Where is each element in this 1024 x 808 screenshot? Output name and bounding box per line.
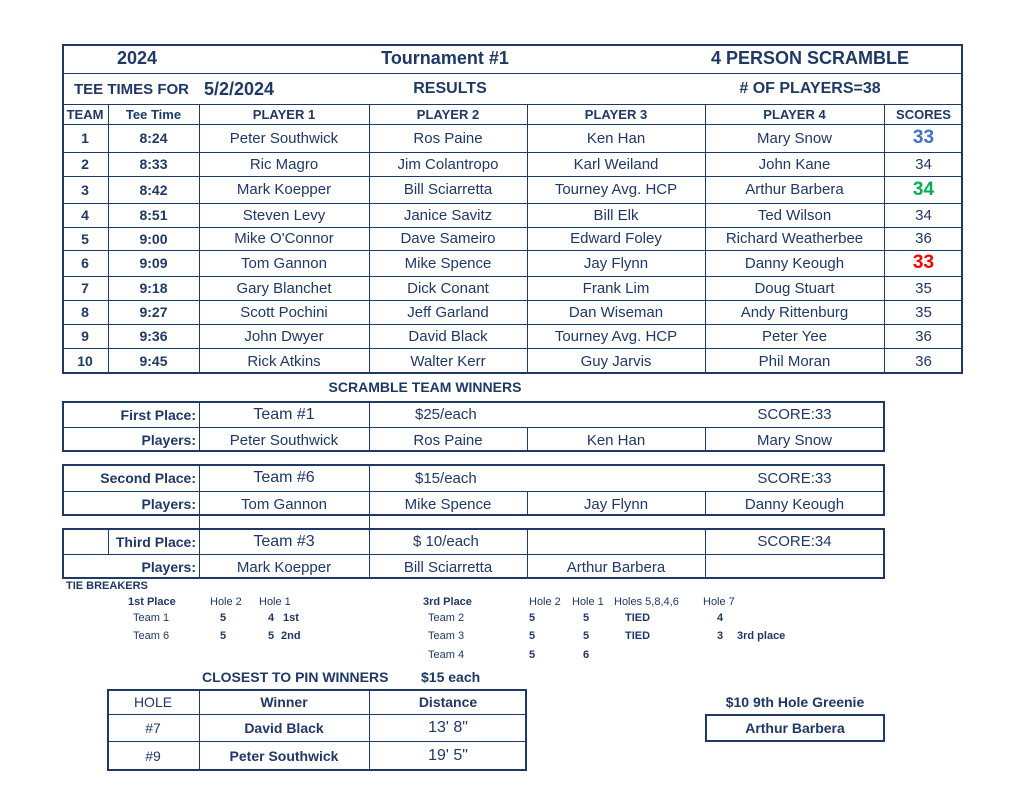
player-4-cell: Danny Keough (744, 254, 845, 272)
second-place-score: SCORE:33 (757, 469, 832, 487)
format-title: 4 PERSON SCRAMBLE (710, 48, 910, 68)
score-cell: 34 (912, 178, 935, 200)
tie-first-team-2: Team 6 (133, 630, 170, 642)
greenie-winner: Arthur Barbera (745, 720, 845, 736)
col-header-player-2: PLAYER 2 (416, 106, 480, 122)
second-place-prize: $15/each (415, 469, 477, 487)
closest-pin-prize: $15 each (421, 669, 481, 685)
score-cell: 34 (915, 155, 932, 173)
tie-third-team-4: Team 4 (428, 649, 465, 661)
tee-time-cell: 9:45 (139, 353, 168, 369)
tie-third-team-2-v1: 5 (529, 612, 536, 624)
team-number-cell: 2 (81, 156, 89, 172)
tie-first-header-1: Hole 2 (210, 596, 242, 608)
col-header-player-1: PLAYER 1 (252, 106, 316, 122)
player-2-cell: David Black (408, 327, 488, 345)
pin-header-hole: HOLE (133, 694, 173, 710)
tie-third-team-3: Team 3 (428, 630, 465, 642)
tie-first-label: 1st Place (128, 596, 176, 608)
first-place-label: First Place: (120, 406, 196, 423)
tie-third-label: 3rd Place (423, 596, 472, 608)
player-1-cell: Rick Atkins (247, 352, 321, 370)
player-1-cell: John Dwyer (244, 327, 324, 345)
player-1-cell: Tom Gannon (241, 254, 327, 272)
team-number-cell: 6 (81, 255, 89, 271)
col-header-tee-time: Tee Time (125, 106, 182, 122)
tee-time-cell: 9:27 (139, 304, 168, 320)
second-place-team: Team #6 (253, 469, 315, 486)
tie-first-team-2-note: 2nd (281, 630, 301, 642)
tie-third-team-2-v3: TIED (625, 612, 651, 624)
tie-third-team-2: Team 2 (428, 612, 465, 624)
tee-time-cell: 8:42 (139, 181, 168, 198)
col-header-team: TEAM (66, 106, 104, 122)
year-title: 2024 (116, 48, 158, 68)
tee-time-cell: 8:33 (139, 156, 168, 172)
date-value: 5/2/2024 (204, 78, 275, 99)
pin-distance-7: 13' 8" (428, 719, 468, 736)
col-header-player-4: PLAYER 4 (763, 106, 826, 122)
score-cell: 36 (915, 352, 932, 370)
tie-third-team-2-v2: 5 (583, 612, 590, 624)
pin-header-winner: Winner (260, 694, 308, 710)
tie-third-team-3-v3: TIED (625, 630, 651, 642)
player-2-cell: Ros Paine (413, 129, 483, 147)
first-place-score: SCORE:33 (757, 406, 832, 423)
second-player-4: Danny Keough (744, 495, 845, 513)
pin-winner-9: Peter Southwick (229, 748, 339, 764)
first-player-2: Ros Paine (413, 431, 483, 449)
pin-hole-7: #7 (145, 720, 161, 736)
greenie-title: $10 9th Hole Greenie (725, 694, 865, 710)
pin-hole-9: #9 (145, 748, 161, 764)
third-player-2: Bill Sciarretta (403, 558, 493, 576)
tee-times-label: TEE TIMES FOR (74, 80, 190, 98)
pin-header-distance: Distance (418, 694, 478, 710)
player-4-cell: Mary Snow (756, 129, 833, 147)
pin-winner-7: David Black (244, 720, 324, 736)
player-3-cell: Jay Flynn (583, 254, 649, 272)
players-count: # OF PLAYERS=38 (739, 80, 881, 97)
second-players-label: Players: (141, 496, 196, 512)
player-1-cell: Mike O'Connor (234, 230, 334, 247)
team-number-cell: 1 (81, 130, 89, 146)
second-player-2: Mike Spence (404, 495, 492, 513)
winners-title: SCRAMBLE TEAM WINNERS (328, 379, 522, 395)
tie-third-team-4-v1: 5 (529, 649, 536, 661)
results-label: RESULTS (413, 80, 487, 97)
player-2-cell: Jim Colantropo (397, 155, 499, 173)
player-3-cell: Karl Weiland (573, 155, 659, 173)
pin-distance-9: 19' 5" (428, 747, 468, 764)
score-cell: 34 (915, 206, 932, 224)
player-3-cell: Tourney Avg. HCP (554, 327, 678, 345)
score-cell: 35 (915, 303, 932, 321)
player-4-cell: Richard Weatherbee (725, 230, 864, 247)
player-3-cell: Bill Elk (593, 206, 639, 224)
third-place-team: Team #3 (253, 532, 315, 550)
second-player-1: Tom Gannon (241, 495, 327, 513)
player-3-cell: Ken Han (586, 129, 646, 147)
tee-time-cell: 9:09 (139, 255, 168, 271)
player-2-cell: Jeff Garland (407, 303, 489, 321)
first-player-1: Peter Southwick (229, 431, 339, 449)
third-place-score: SCORE:34 (757, 533, 832, 550)
tee-time-cell: 8:51 (139, 207, 168, 223)
first-players-label: Players: (141, 432, 196, 448)
player-4-cell: Ted Wilson (757, 206, 832, 224)
tie-third-team-3-v4: 3 (717, 630, 724, 642)
score-cell: 35 (915, 279, 932, 297)
tie-third-team-3-v1: 5 (529, 630, 536, 642)
player-4-cell: Andy Rittenburg (740, 303, 849, 321)
tie-third-team-4-v2: 6 (583, 649, 590, 661)
tee-time-cell: 8:24 (139, 130, 168, 146)
score-cell: 36 (915, 327, 932, 345)
tie-first-team-2-v1: 5 (220, 630, 227, 642)
first-place-prize: $25/each (415, 406, 477, 423)
player-3-cell: Frank Lim (582, 279, 650, 297)
player-4-cell: Peter Yee (761, 327, 828, 345)
player-4-cell: Arthur Barbera (745, 181, 844, 198)
player-1-cell: Gary Blanchet (236, 279, 332, 297)
team-number-cell: 7 (81, 280, 89, 296)
player-2-cell: Dave Sameiro (400, 230, 496, 247)
team-number-cell: 8 (81, 304, 89, 320)
third-player-1: Mark Koepper (236, 558, 332, 576)
tee-time-cell: 9:36 (139, 328, 168, 344)
third-place-prize: $ 10/each (413, 533, 479, 550)
tie-third-header-1: Hole 2 (529, 596, 561, 608)
team-number-cell: 10 (77, 353, 93, 369)
player-3-cell: Dan Wiseman (568, 303, 664, 321)
tee-time-cell: 9:18 (139, 280, 168, 296)
tie-third-team-2-v4: 4 (717, 612, 724, 624)
team-number-cell: 9 (81, 328, 89, 344)
tournament-title: Tournament #1 (381, 48, 509, 68)
first-player-3: Ken Han (586, 431, 646, 449)
tee-time-cell: 9:00 (139, 230, 168, 247)
player-2-cell: Walter Kerr (410, 352, 486, 370)
team-number-cell: 4 (81, 207, 89, 223)
player-4-cell: Phil Moran (758, 352, 831, 370)
player-1-cell: Peter Southwick (229, 129, 339, 147)
first-place-team: Team #1 (253, 405, 315, 423)
score-cell: 33 (912, 252, 935, 273)
player-2-cell: Mike Spence (404, 254, 492, 272)
team-number-cell: 3 (81, 181, 89, 198)
closest-pin-title: CLOSEST TO PIN WINNERS (202, 669, 389, 685)
tie-third-header-3: Holes 5,8,4,6 (614, 596, 679, 608)
player-1-cell: Mark Koepper (236, 181, 332, 198)
second-player-3: Jay Flynn (583, 495, 649, 513)
second-place-label: Second Place: (100, 470, 196, 486)
tie-first-team-1-v1: 5 (220, 612, 227, 624)
third-players-label: Players: (141, 559, 196, 575)
tie-first-team-1-v2: 4 (268, 612, 275, 624)
score-cell: 33 (912, 127, 935, 148)
tie-first-header-2: Hole 1 (259, 596, 291, 608)
score-cell: 36 (915, 230, 932, 247)
tie-first-team-1: Team 1 (133, 612, 170, 624)
third-player-4 (705, 555, 884, 579)
tie-first-team-2-v2: 5 (268, 630, 275, 642)
tie-third-header-4: Hole 7 (703, 596, 735, 608)
player-3-cell: Tourney Avg. HCP (554, 181, 678, 198)
tie-third-header-2: Hole 1 (572, 596, 604, 608)
player-2-cell: Bill Sciarretta (403, 181, 493, 198)
first-player-4: Mary Snow (756, 431, 833, 449)
player-1-cell: Steven Levy (242, 206, 326, 224)
player-4-cell: Doug Stuart (754, 279, 835, 297)
tie-third-team-3-note: 3rd place (737, 630, 786, 642)
col-header-scores: SCORES (896, 106, 951, 122)
tie-first-team-1-note: 1st (283, 612, 299, 624)
player-2-cell: Dick Conant (407, 279, 489, 297)
player-1-cell: Ric Magro (249, 155, 319, 173)
player-1-cell: Scott Pochini (240, 303, 328, 321)
team-number-cell: 5 (81, 230, 89, 247)
tie-breakers-title: TIE BREAKERS (66, 580, 148, 592)
third-place-label: Third Place: (115, 533, 196, 550)
player-3-cell: Edward Foley (570, 230, 662, 247)
col-header-player-3: PLAYER 3 (584, 106, 648, 122)
player-4-cell: John Kane (758, 155, 831, 173)
tie-third-team-3-v2: 5 (583, 630, 590, 642)
third-player-3: Arthur Barbera (566, 558, 666, 576)
player-2-cell: Janice Savitz (403, 206, 493, 224)
player-3-cell: Guy Jarvis (580, 352, 652, 370)
